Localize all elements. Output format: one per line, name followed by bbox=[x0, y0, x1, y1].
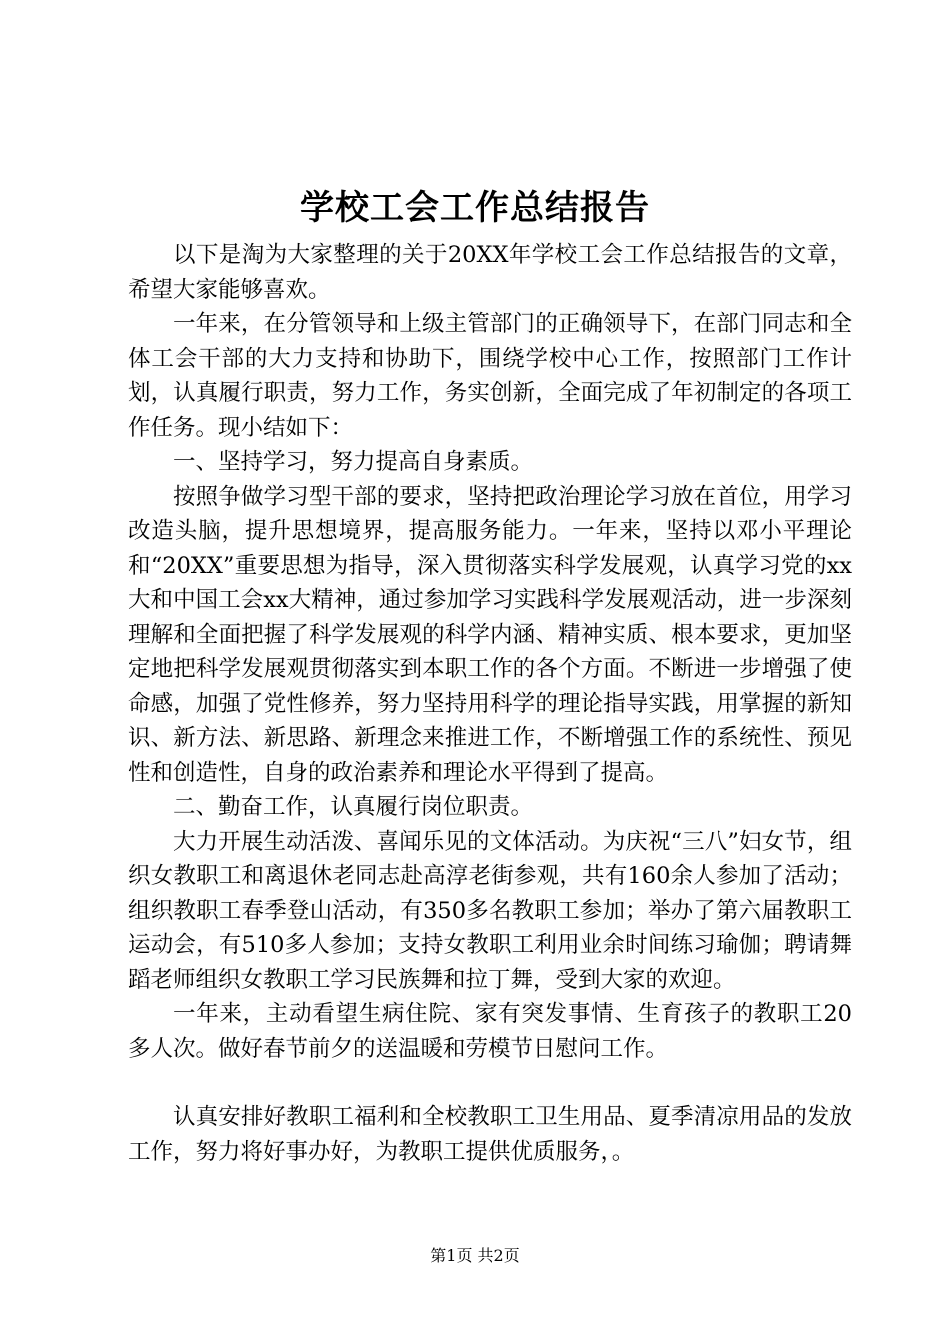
page-number-footer: 第1页 共2页 bbox=[430, 1246, 520, 1265]
paragraph-study: 按照争做学习型干部的要求，坚持把政治理论学习放在首位，用学习改造头脑，提升思想境界，提高服务能力。一年来，坚持以邓小平理论和“20XX”重要思想为指导，深入贯彻落实科学发展观，认真学习党的xx大和中国工会xx大精神，通过参加学习实践科学发展观活动，进一步深刻理解和全面把握了科学发展观的科学内涵、精神实质、根本要求，更加坚定地把科学发展观贯彻落实到本职工作的各个方面。不断进一步增强了使命感，加强了党性修养，努力坚持用科学的理论指导实践，用掌握的新知识、新方法、新思路、新理念来推进工作，不断增强工作的系统性、预见性和创造性，自身的政治素养和理论水平得到了提高。 bbox=[128, 483, 852, 786]
document-title: 学校工会工作总结报告 bbox=[300, 188, 650, 228]
section-heading-work: 二、勤奋工作，认真履行岗位职责。 bbox=[173, 794, 534, 820]
paragraph-overview: 一年来，在分管领导和上级主管部门的正确领导下，在部门同志和全体工会干部的大力支持和协助下，围绕学校中心工作，按照部门工作计划，认真履行职责，努力工作，务实创新，全面完成了年初制定的各项工作任务。现小结如下： bbox=[128, 311, 852, 441]
paragraph-intro: 以下是淘为大家整理的关于20XX年学校工会工作总结报告的文章，希望大家能够喜欢。 bbox=[128, 242, 852, 303]
paragraph-visits: 一年来，主动看望生病住院、家有突发事情、生育孩子的教职工20多人次。做好春节前夕的送温暖和劳模节日慰问工作。 bbox=[128, 1001, 852, 1062]
section-heading-study: 一、坚持学习，努力提高自身素质。 bbox=[173, 449, 534, 475]
document-body bbox=[128, 238, 852, 1169]
paragraph-welfare: 认真安排好教职工福利和全校教职工卫生用品、夏季清凉用品的发放工作，努力将好事办好，为教职工提供优质服务，。 bbox=[128, 1104, 852, 1165]
paragraph-activities: 大力开展生动活泼、喜闻乐见的文体活动。为庆祝“三八”妇女节，组织女教职工和离退休老同志赴高淳老街参观，共有160余人参加了活动；组织教职工春季登山活动，有350多名教职工参加；举办了第六届教职工运动会，有510多人参加；支持女教职工利用业余时间练习瑜伽；聘请舞蹈老师组织女教职工学习民族舞和拉丁舞，受到大家的欢迎。 bbox=[128, 828, 852, 993]
